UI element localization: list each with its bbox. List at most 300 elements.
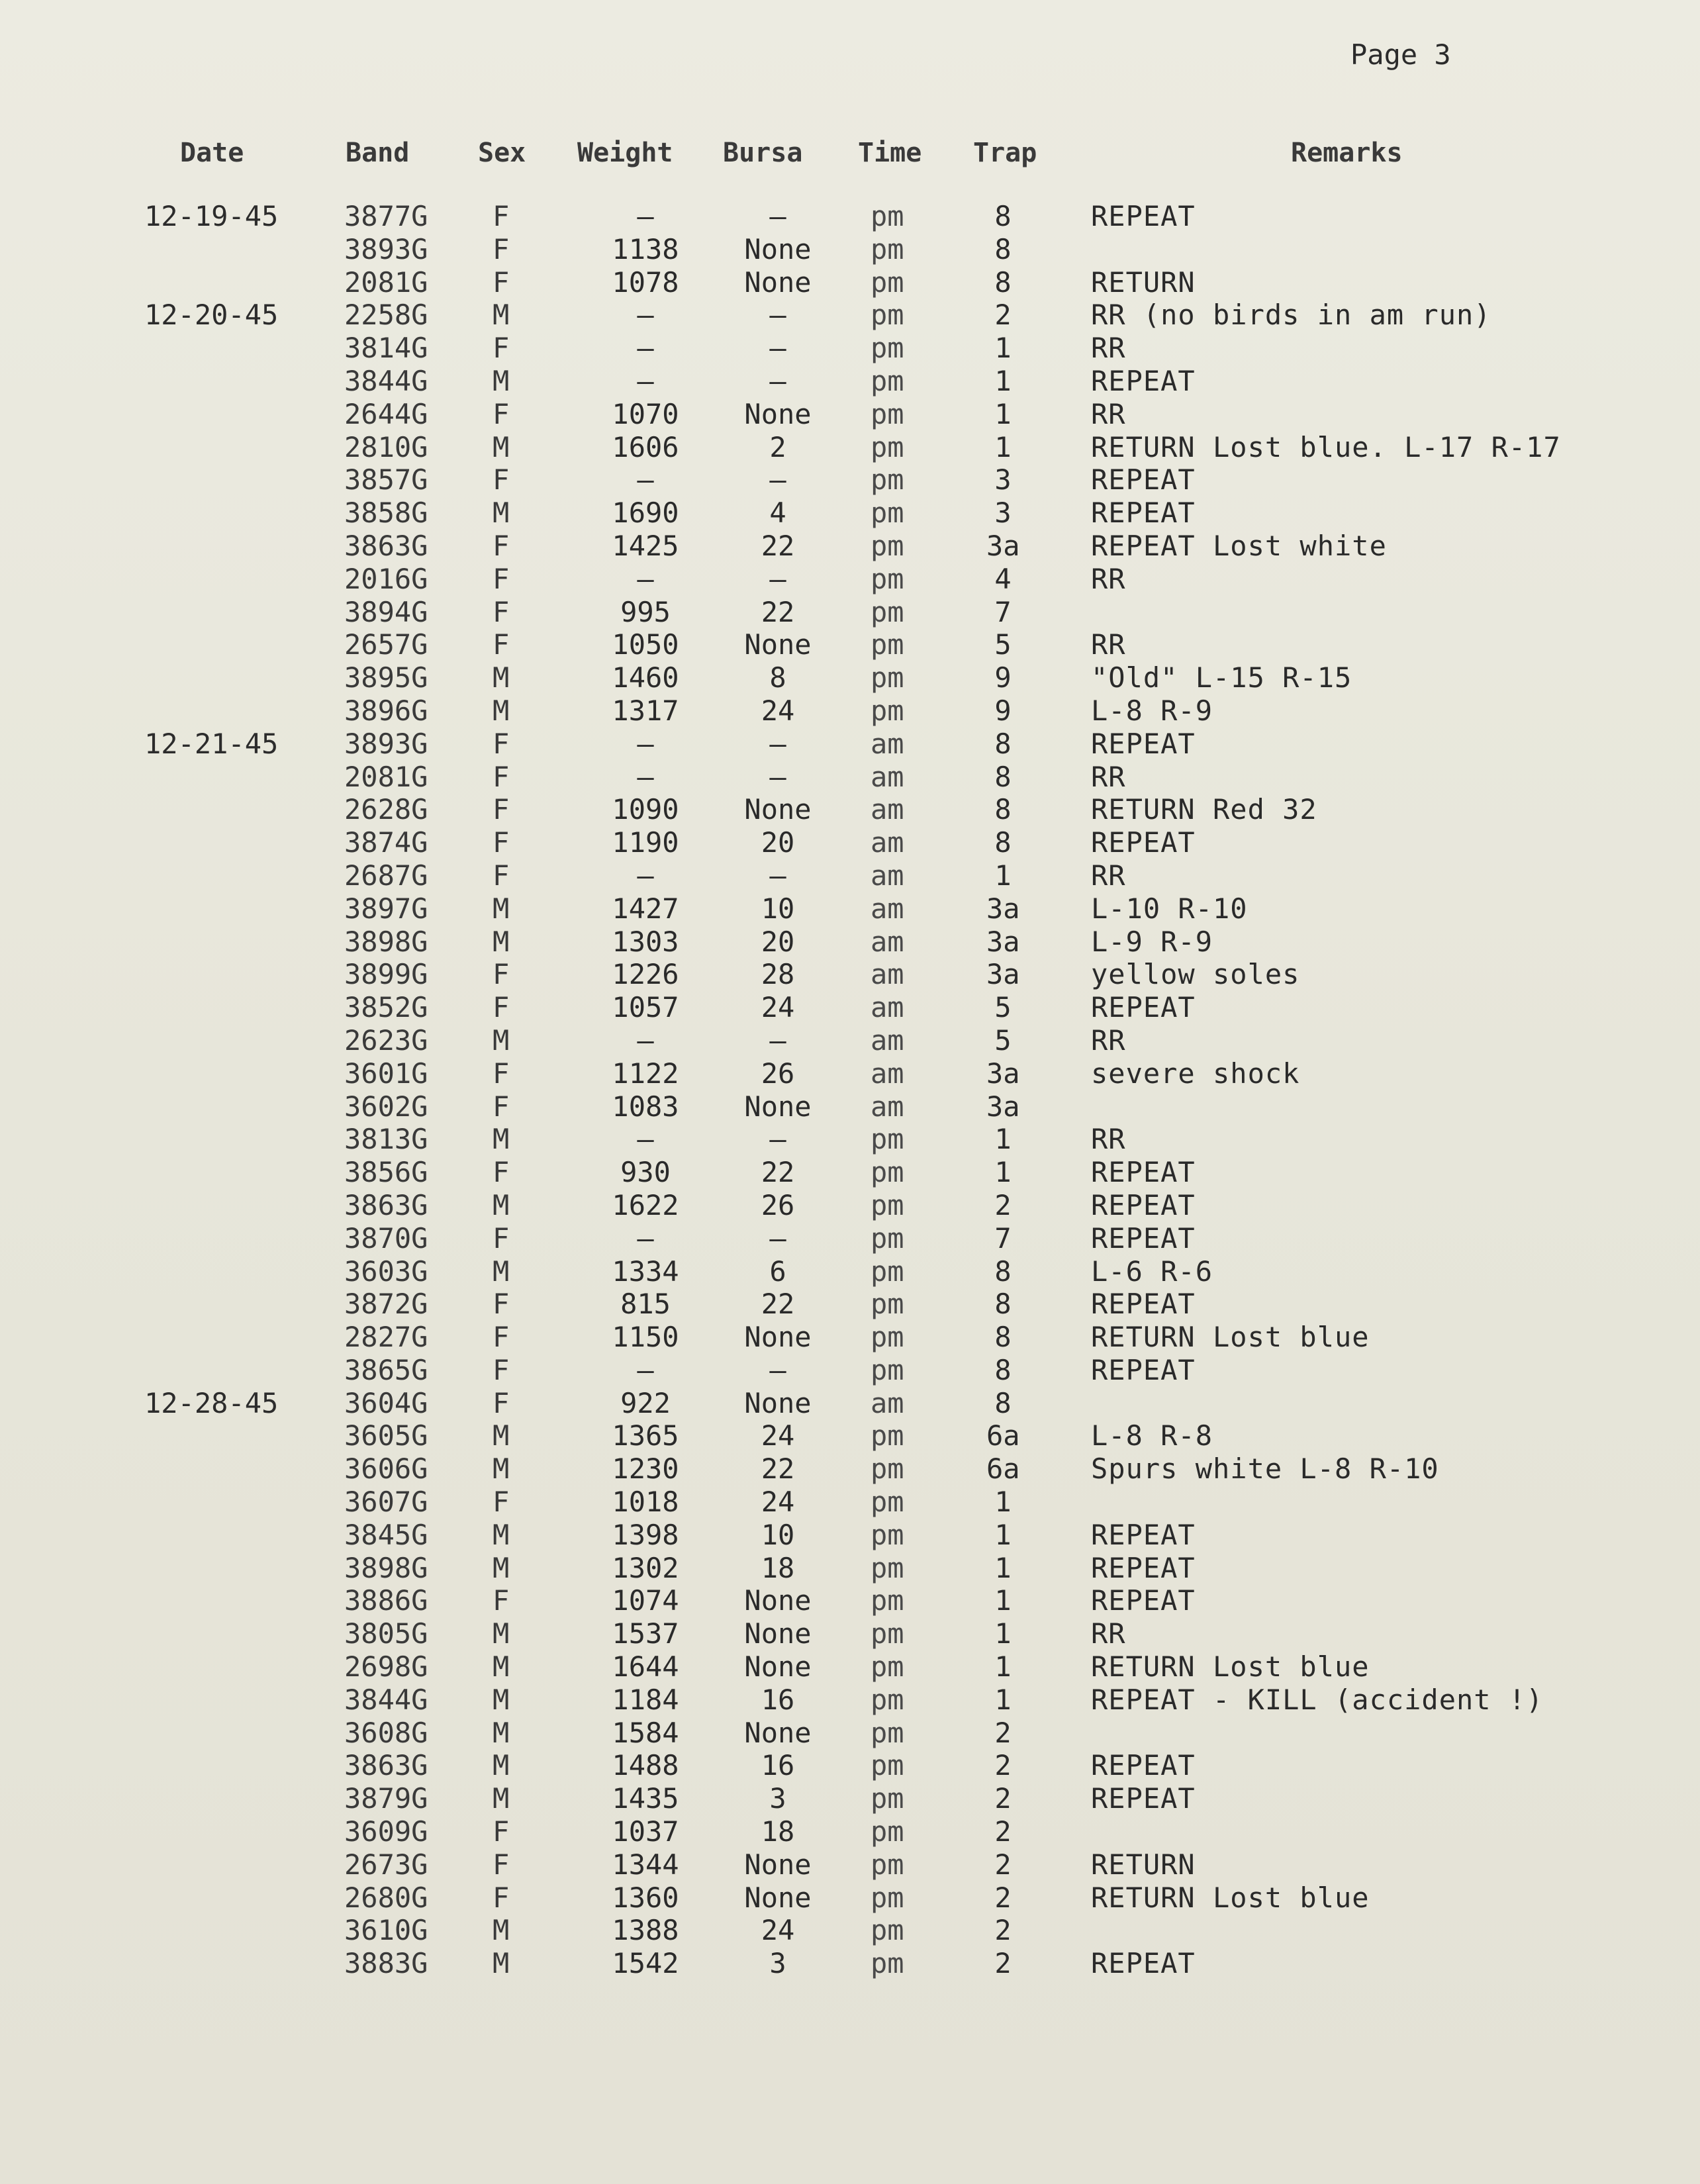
cell-time: am	[871, 925, 904, 958]
cell-sex: M	[493, 1947, 510, 1980]
cell-remarks: REPEAT	[1091, 200, 1196, 232]
cell-trap: 1	[994, 1518, 1012, 1551]
cell-remarks: L-9 R-9	[1091, 925, 1213, 958]
cell-band: 3872G	[344, 1288, 428, 1321]
cell-weight: 1425	[612, 529, 679, 562]
cell-bursa: 16	[761, 1749, 795, 1782]
cell-remarks: REPEAT	[1091, 1188, 1196, 1221]
cell-remarks: L-6 R-6	[1091, 1255, 1213, 1288]
cell-trap: 8	[994, 1288, 1012, 1321]
cell-trap: 2	[994, 1188, 1012, 1221]
cell-weight: 1606	[612, 430, 679, 463]
cell-trap: 5	[994, 991, 1012, 1024]
table-row	[0, 1717, 1700, 1750]
cell-bursa: —	[769, 200, 786, 232]
cell-sex: M	[493, 430, 510, 463]
cell-time: pm	[871, 1188, 904, 1221]
cell-remarks: REPEAT	[1091, 497, 1196, 530]
cell-weight: 922	[620, 1386, 671, 1419]
cell-remarks: L-10 R-10	[1091, 892, 1248, 925]
header-band: Band	[346, 138, 410, 168]
cell-trap: 7	[994, 1221, 1012, 1255]
cell-bursa: None	[744, 793, 812, 826]
cell-trap: 2	[994, 1848, 1012, 1881]
cell-bursa: —	[769, 463, 786, 497]
cell-time: am	[871, 859, 904, 892]
cell-weight: 1190	[612, 826, 679, 859]
cell-weight: —	[637, 727, 654, 760]
table-row	[0, 761, 1700, 794]
cell-sex: M	[493, 1683, 510, 1716]
cell-time: pm	[871, 1848, 904, 1881]
cell-remarks: RR	[1091, 760, 1126, 793]
table-row	[0, 1584, 1700, 1617]
cell-weight: 1230	[612, 1452, 679, 1486]
cell-weight: 1122	[612, 1057, 679, 1090]
table-row	[0, 826, 1700, 859]
cell-bursa: —	[769, 364, 786, 397]
cell-time: pm	[871, 1815, 904, 1848]
cell-bursa: —	[769, 1023, 786, 1057]
cell-time: am	[871, 826, 904, 859]
cell-remarks: RETURN Lost blue. L-17 R-17	[1091, 430, 1561, 463]
cell-weight: 1542	[612, 1947, 679, 1980]
cell-sex: M	[493, 299, 510, 332]
cell-bursa: 20	[761, 826, 795, 859]
cell-weight: 1435	[612, 1782, 679, 1815]
cell-trap: 8	[994, 1386, 1012, 1419]
cell-remarks: RR	[1091, 859, 1126, 892]
cell-weight: 1302	[612, 1551, 679, 1584]
cell-band: 2081G	[344, 760, 428, 793]
cell-band: 3813G	[344, 1123, 428, 1156]
table-row	[0, 1650, 1700, 1684]
cell-time: pm	[871, 1650, 904, 1684]
cell-time: am	[871, 760, 904, 793]
cell-band: 3856G	[344, 1156, 428, 1189]
cell-sex: F	[493, 332, 510, 365]
cell-weight: —	[637, 200, 654, 232]
cell-bursa: 16	[761, 1683, 795, 1716]
cell-band: 2810G	[344, 430, 428, 463]
cell-weight: 1090	[612, 793, 679, 826]
cell-trap: 4	[994, 562, 1012, 595]
cell-band: 3865G	[344, 1353, 428, 1386]
table-row	[0, 1123, 1700, 1156]
cell-trap: 1	[994, 1584, 1012, 1617]
cell-trap: 1	[994, 430, 1012, 463]
header-date: Date	[180, 138, 244, 168]
cell-remarks: yellow soles	[1091, 958, 1300, 991]
table-row	[0, 1288, 1700, 1321]
cell-weight: —	[637, 1353, 654, 1386]
table-row	[0, 1519, 1700, 1552]
cell-time: am	[871, 1057, 904, 1090]
cell-band: 2628G	[344, 793, 428, 826]
cell-sex: F	[493, 1353, 510, 1386]
cell-remarks: "Old" L-15 R-15	[1091, 661, 1352, 694]
cell-bursa: 22	[761, 1288, 795, 1321]
cell-trap: 2	[994, 1782, 1012, 1815]
cell-bursa: 2	[769, 430, 786, 463]
cell-trap: 5	[994, 628, 1012, 661]
cell-time: pm	[871, 1749, 904, 1782]
cell-weight: 1622	[612, 1188, 679, 1221]
cell-band: 3895G	[344, 661, 428, 694]
cell-band: 3894G	[344, 595, 428, 628]
table-row	[0, 1914, 1700, 1947]
cell-sex: F	[493, 1486, 510, 1519]
cell-band: 3858G	[344, 497, 428, 530]
cell-band: 3883G	[344, 1947, 428, 1980]
table-row	[0, 958, 1700, 991]
cell-sex: M	[493, 1716, 510, 1749]
cell-band: 2644G	[344, 397, 428, 430]
cell-time: pm	[871, 1584, 904, 1617]
cell-sex: M	[493, 694, 510, 727]
cell-band: 3844G	[344, 1683, 428, 1716]
cell-bursa: 10	[761, 892, 795, 925]
cell-remarks: REPEAT	[1091, 727, 1196, 760]
cell-sex: M	[493, 1419, 510, 1452]
table-row	[0, 1782, 1700, 1815]
cell-trap: 2	[994, 1914, 1012, 1947]
header-remarks: Remarks	[1291, 138, 1403, 168]
cell-time: pm	[871, 1551, 904, 1584]
cell-bursa: 20	[761, 925, 795, 958]
cell-sex: M	[493, 1452, 510, 1486]
cell-sex: F	[493, 529, 510, 562]
cell-time: am	[871, 991, 904, 1024]
cell-sex: F	[493, 200, 510, 232]
cell-trap: 2	[994, 1881, 1012, 1914]
table-row	[0, 892, 1700, 926]
cell-time: am	[871, 958, 904, 991]
cell-trap: 8	[994, 232, 1012, 265]
cell-trap: 2	[994, 1947, 1012, 1980]
cell-weight: 1317	[612, 694, 679, 727]
cell-sex: F	[493, 1881, 510, 1914]
cell-weight: 1070	[612, 397, 679, 430]
cell-time: pm	[871, 430, 904, 463]
cell-time: pm	[871, 1353, 904, 1386]
cell-weight: 1398	[612, 1518, 679, 1551]
cell-sex: F	[493, 397, 510, 430]
cell-band: 2016G	[344, 562, 428, 595]
cell-trap: 2	[994, 1749, 1012, 1782]
cell-trap: 1	[994, 1617, 1012, 1650]
cell-trap: 1	[994, 1156, 1012, 1189]
cell-sex: M	[493, 1123, 510, 1156]
table-row	[0, 1222, 1700, 1255]
cell-sex: F	[493, 859, 510, 892]
cell-band: 3893G	[344, 232, 428, 265]
cell-band: 2258G	[344, 299, 428, 332]
cell-time: pm	[871, 1881, 904, 1914]
cell-time: am	[871, 727, 904, 760]
cell-remarks: REPEAT	[1091, 1947, 1196, 1980]
cell-sex: F	[493, 1321, 510, 1354]
cell-bursa: 24	[761, 1914, 795, 1947]
cell-weight: 1334	[612, 1255, 679, 1288]
cell-sex: F	[493, 1288, 510, 1321]
header-sex: Sex	[478, 138, 526, 168]
cell-time: am	[871, 1023, 904, 1057]
cell-trap: 8	[994, 200, 1012, 232]
cell-trap: 1	[994, 1486, 1012, 1519]
cell-trap: 8	[994, 727, 1012, 760]
cell-trap: 8	[994, 760, 1012, 793]
cell-weight: —	[637, 332, 654, 365]
cell-band: 3605G	[344, 1419, 428, 1452]
cell-weight: 1083	[612, 1090, 679, 1123]
cell-band: 3863G	[344, 1749, 428, 1782]
table-row	[0, 1057, 1700, 1090]
table-row	[0, 1684, 1700, 1717]
cell-band: 3886G	[344, 1584, 428, 1617]
header-weight: Weight	[577, 138, 673, 168]
cell-band: 3899G	[344, 958, 428, 991]
cell-weight: 1690	[612, 497, 679, 530]
table-row	[0, 1452, 1700, 1486]
cell-sex: M	[493, 892, 510, 925]
cell-sex: M	[493, 1551, 510, 1584]
cell-sex: F	[493, 958, 510, 991]
cell-date: 12-21-45	[144, 727, 279, 760]
cell-band: 2673G	[344, 1848, 428, 1881]
header-trap: Trap	[973, 138, 1037, 168]
table-row	[0, 1255, 1700, 1288]
cell-trap: 2	[994, 299, 1012, 332]
table-row	[0, 200, 1700, 233]
cell-time: pm	[871, 1255, 904, 1288]
cell-bursa: 26	[761, 1188, 795, 1221]
cell-bursa: 26	[761, 1057, 795, 1090]
cell-remarks: RR	[1091, 1617, 1126, 1650]
cell-trap: 7	[994, 595, 1012, 628]
cell-weight: 930	[620, 1156, 671, 1189]
cell-sex: M	[493, 1023, 510, 1057]
table-row	[0, 1552, 1700, 1585]
cell-bursa: 22	[761, 529, 795, 562]
cell-bursa: 4	[769, 497, 786, 530]
cell-trap: 1	[994, 1683, 1012, 1716]
cell-time: pm	[871, 1419, 904, 1452]
cell-sex: F	[493, 1057, 510, 1090]
header-bursa: Bursa	[723, 138, 803, 168]
cell-time: pm	[871, 1914, 904, 1947]
cell-band: 3604G	[344, 1386, 428, 1419]
cell-weight: 1644	[612, 1650, 679, 1684]
cell-trap: 1	[994, 397, 1012, 430]
cell-bursa: 24	[761, 694, 795, 727]
cell-sex: M	[493, 1914, 510, 1947]
cell-trap: 9	[994, 694, 1012, 727]
cell-band: 3607G	[344, 1486, 428, 1519]
cell-sex: M	[493, 497, 510, 530]
cell-time: pm	[871, 1452, 904, 1486]
cell-trap: 8	[994, 1353, 1012, 1386]
cell-sex: M	[493, 1617, 510, 1650]
table-row	[0, 398, 1700, 431]
cell-sex: M	[493, 1749, 510, 1782]
table-row	[0, 1189, 1700, 1222]
cell-bursa: None	[744, 1321, 812, 1354]
cell-remarks: REPEAT	[1091, 1782, 1196, 1815]
cell-trap: 3	[994, 497, 1012, 530]
table-row	[0, 233, 1700, 266]
cell-band: 3877G	[344, 200, 428, 232]
cell-sex: F	[493, 595, 510, 628]
cell-trap: 2	[994, 1716, 1012, 1749]
cell-weight: 1460	[612, 661, 679, 694]
cell-bursa: None	[744, 1617, 812, 1650]
cell-remarks: RETURN Lost blue	[1091, 1650, 1370, 1684]
cell-sex: F	[493, 727, 510, 760]
table-row	[0, 1749, 1700, 1782]
cell-bursa: None	[744, 1090, 812, 1123]
cell-trap: 8	[994, 826, 1012, 859]
cell-weight: 1078	[612, 265, 679, 299]
cell-date: 12-19-45	[144, 200, 279, 232]
cell-remarks: REPEAT	[1091, 463, 1196, 497]
cell-trap: 3a	[986, 925, 1020, 958]
table-row	[0, 1321, 1700, 1354]
cell-sex: F	[493, 991, 510, 1024]
table-row	[0, 628, 1700, 661]
table-row	[0, 530, 1700, 563]
cell-bursa: —	[769, 1353, 786, 1386]
cell-weight: 1303	[612, 925, 679, 958]
cell-weight: —	[637, 760, 654, 793]
cell-bursa: 22	[761, 1156, 795, 1189]
table-row	[0, 365, 1700, 398]
cell-trap: 6a	[986, 1419, 1020, 1452]
cell-time: pm	[871, 562, 904, 595]
cell-band: 3863G	[344, 1188, 428, 1221]
cell-weight: 1057	[612, 991, 679, 1024]
cell-band: 3893G	[344, 727, 428, 760]
cell-weight: —	[637, 1123, 654, 1156]
table-row	[0, 1881, 1700, 1915]
cell-band: 2687G	[344, 859, 428, 892]
cell-remarks: RR	[1091, 332, 1126, 365]
table-row	[0, 1947, 1700, 1980]
cell-bursa: —	[769, 562, 786, 595]
cell-band: 2623G	[344, 1023, 428, 1057]
cell-sex: F	[493, 1848, 510, 1881]
cell-date: 12-28-45	[144, 1386, 279, 1419]
cell-bursa: 3	[769, 1782, 786, 1815]
cell-remarks: Spurs white L-8 R-10	[1091, 1452, 1439, 1486]
cell-band: 2081G	[344, 265, 428, 299]
cell-bursa: 24	[761, 1486, 795, 1519]
cell-time: pm	[871, 200, 904, 232]
cell-band: 3608G	[344, 1716, 428, 1749]
cell-trap: 1	[994, 1551, 1012, 1584]
cell-sex: F	[493, 232, 510, 265]
cell-bursa: —	[769, 1123, 786, 1156]
cell-sex: F	[493, 1386, 510, 1419]
cell-remarks: REPEAT	[1091, 1518, 1196, 1551]
cell-weight: 1037	[612, 1815, 679, 1848]
cell-bursa: 3	[769, 1947, 786, 1980]
cell-band: 2657G	[344, 628, 428, 661]
cell-bursa: —	[769, 332, 786, 365]
table-row	[0, 1815, 1700, 1848]
table-row	[0, 332, 1700, 365]
cell-bursa: 18	[761, 1551, 795, 1584]
cell-band: 3814G	[344, 332, 428, 365]
cell-trap: 1	[994, 1123, 1012, 1156]
cell-trap: 6a	[986, 1452, 1020, 1486]
cell-remarks: REPEAT	[1091, 1584, 1196, 1617]
cell-band: 3874G	[344, 826, 428, 859]
cell-remarks: RETURN Lost blue	[1091, 1881, 1370, 1914]
cell-sex: F	[493, 1090, 510, 1123]
cell-bursa: 28	[761, 958, 795, 991]
cell-remarks: L-8 R-8	[1091, 1419, 1213, 1452]
table-row	[0, 266, 1700, 299]
cell-time: pm	[871, 1486, 904, 1519]
cell-remarks: REPEAT Lost white	[1091, 529, 1387, 562]
cell-weight: 1365	[612, 1419, 679, 1452]
cell-time: pm	[871, 364, 904, 397]
cell-remarks: RETURN Red 32	[1091, 793, 1317, 826]
cell-bursa: None	[744, 1650, 812, 1684]
cell-time: am	[871, 892, 904, 925]
cell-time: pm	[871, 1123, 904, 1156]
cell-band: 3897G	[344, 892, 428, 925]
cell-weight: 1388	[612, 1914, 679, 1947]
cell-trap: 8	[994, 1255, 1012, 1288]
cell-sex: F	[493, 793, 510, 826]
cell-band: 3805G	[344, 1617, 428, 1650]
table-row	[0, 1090, 1700, 1123]
cell-bursa: 10	[761, 1518, 795, 1551]
cell-remarks: REPEAT	[1091, 1353, 1196, 1386]
cell-band: 3602G	[344, 1090, 428, 1123]
cell-trap: 3	[994, 463, 1012, 497]
cell-sex: M	[493, 1518, 510, 1551]
cell-bursa: None	[744, 232, 812, 265]
cell-bursa: —	[769, 1221, 786, 1255]
cell-trap: 8	[994, 793, 1012, 826]
table-row	[0, 694, 1700, 728]
cell-time: am	[871, 1386, 904, 1419]
cell-time: pm	[871, 661, 904, 694]
cell-bursa: None	[744, 1584, 812, 1617]
cell-band: 2680G	[344, 1881, 428, 1914]
cell-trap: 3a	[986, 958, 1020, 991]
cell-band: 3879G	[344, 1782, 428, 1815]
cell-date: 12-20-45	[144, 299, 279, 332]
cell-band: 3609G	[344, 1815, 428, 1848]
cell-weight: —	[637, 299, 654, 332]
cell-band: 3898G	[344, 1551, 428, 1584]
cell-remarks: REPEAT - KILL (accident !)	[1091, 1683, 1544, 1716]
cell-trap: 1	[994, 332, 1012, 365]
cell-band: 3870G	[344, 1221, 428, 1255]
table-row	[0, 1419, 1700, 1452]
cell-weight: —	[637, 562, 654, 595]
cell-time: pm	[871, 232, 904, 265]
cell-weight: —	[637, 364, 654, 397]
cell-bursa: None	[744, 265, 812, 299]
cell-weight: 1074	[612, 1584, 679, 1617]
cell-weight: 1184	[612, 1683, 679, 1716]
cell-remarks: RR (no birds in am run)	[1091, 299, 1491, 332]
